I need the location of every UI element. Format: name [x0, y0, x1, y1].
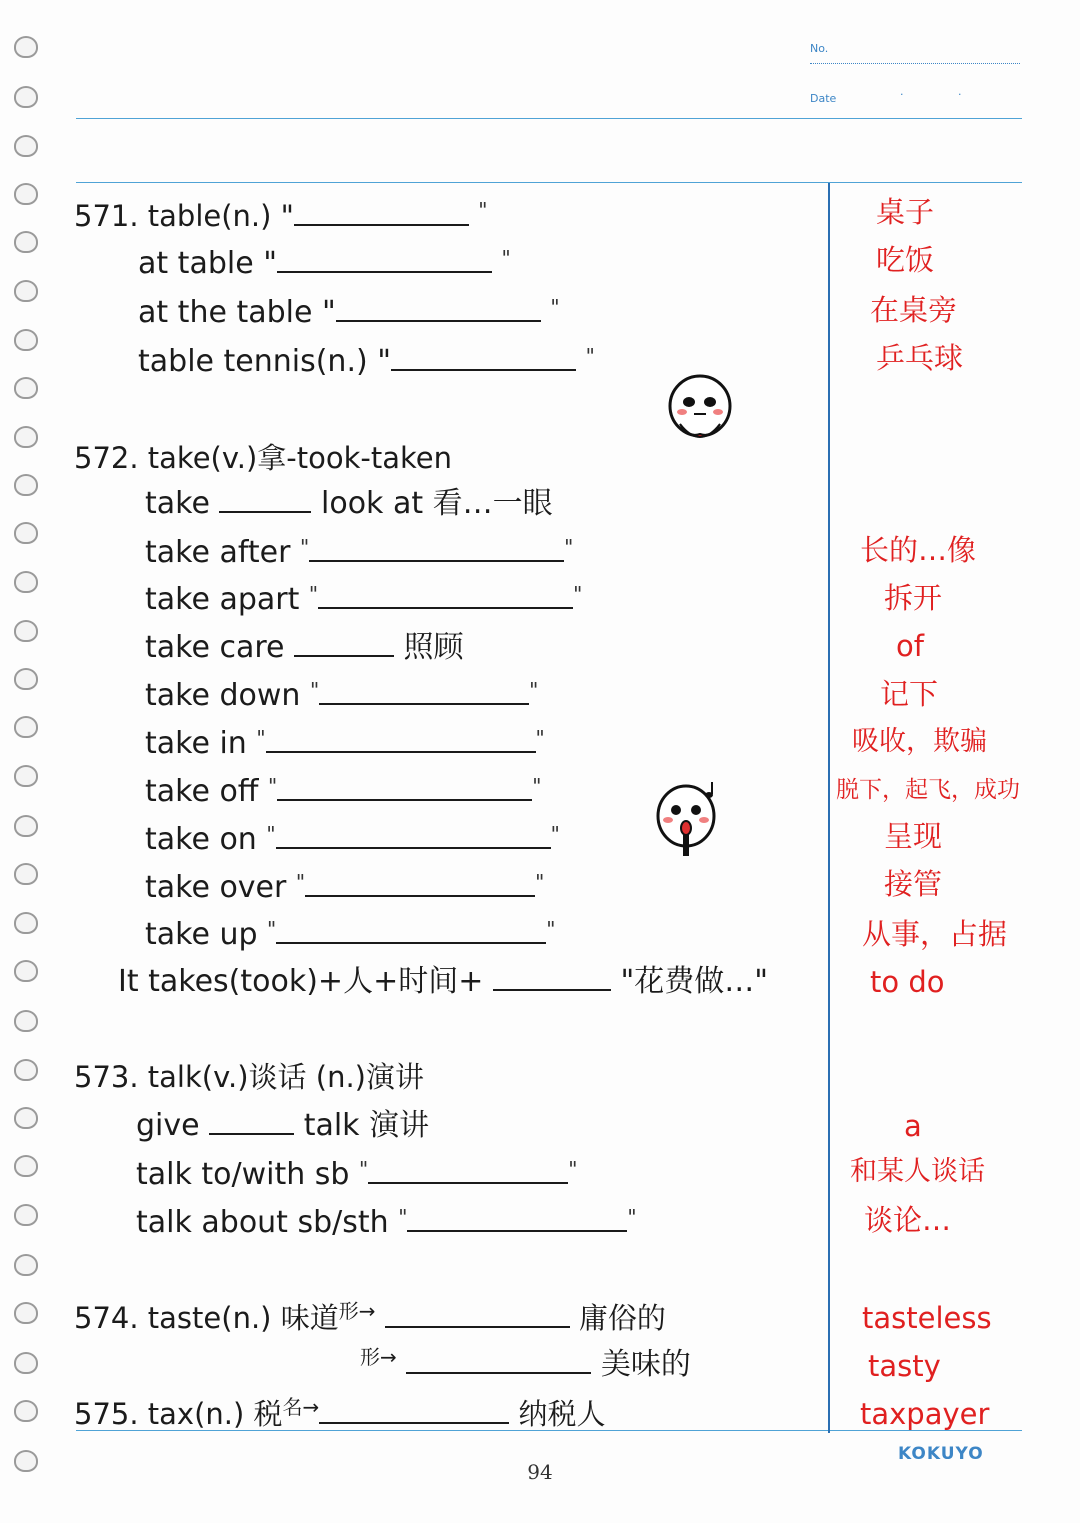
- answer-571-3: 在桌旁: [870, 293, 958, 327]
- entry-571-line: at the table " ": [138, 295, 560, 330]
- answer-574-2: tasty: [868, 1349, 941, 1383]
- entry-572-heading: 572. take(v.)拿-took-taken: [74, 441, 452, 475]
- answer-572-2: 拆开: [884, 581, 943, 615]
- binding-hole: [14, 1302, 38, 1324]
- entry-572-line: take off " ": [145, 774, 542, 809]
- binding-hole: [14, 474, 38, 496]
- answer-573-1: a: [904, 1109, 922, 1143]
- entry-573-line: give talk 演讲: [136, 1108, 430, 1143]
- binding-hole: [14, 960, 38, 982]
- binding-hole: [14, 1010, 38, 1032]
- answer-571-1: 桌子: [876, 195, 935, 229]
- binding-hole: [14, 426, 38, 448]
- answer-575-1: taxpayer: [860, 1397, 990, 1431]
- entry-571-line: table tennis(n.) " ": [138, 344, 595, 379]
- binding-hole: [14, 912, 38, 934]
- doodle-singing-face-icon: [650, 776, 730, 866]
- binding-hole: [14, 329, 38, 351]
- binding-hole: [14, 1107, 38, 1129]
- date-separator: ·: [900, 88, 904, 101]
- binding-hole: [14, 1352, 38, 1374]
- binding-hole: [14, 668, 38, 690]
- answer-column-divider: [828, 183, 830, 1433]
- binding-hole: [14, 36, 38, 58]
- entry-572-line: take after " ": [145, 535, 574, 570]
- binding-hole: [14, 1400, 38, 1422]
- binding-hole: [14, 863, 38, 885]
- entry-573-line: talk to/with sb " ": [136, 1157, 578, 1192]
- entry-575-heading: 575. tax(n.) 税$^{名\to}$ 纳税人: [74, 1395, 606, 1431]
- binding-hole: [14, 1155, 38, 1177]
- entry-571-line: at table " ": [138, 246, 511, 281]
- entry-572-line: take look at 看…一眼: [145, 486, 553, 521]
- binding-hole: [14, 1204, 38, 1226]
- entry-571-heading: 571. table(n.) " ": [74, 198, 488, 233]
- no-label: No.: [810, 42, 829, 55]
- answer-572-7: 呈现: [884, 819, 943, 853]
- no-field-line: [810, 63, 1020, 64]
- binding-hole: [14, 620, 38, 642]
- entry-572-line: take down " ": [145, 678, 539, 713]
- entry-573-heading: 573. talk(v.)谈话 (n.)演讲: [74, 1060, 424, 1094]
- binding-hole: [14, 280, 38, 302]
- answer-572-1: 长的…像: [860, 533, 977, 567]
- entry-574-heading: 574. taste(n.) 味道$^{形\to}$ 庸俗的: [74, 1299, 666, 1335]
- binding-hole: [14, 522, 38, 544]
- binding-hole: [14, 815, 38, 837]
- entry-572-line: take apart " ": [145, 582, 583, 617]
- entry-572-line: It takes(took)+人+时间+ "花费做…": [118, 964, 769, 999]
- top-rule: [76, 118, 1022, 119]
- answer-573-2: 和某人谈话: [850, 1156, 985, 1187]
- binding-hole: [14, 571, 38, 593]
- entry-572-line: take up " ": [145, 917, 556, 952]
- binding-hole: [14, 765, 38, 787]
- answer-572-5: 吸收，欺骗: [852, 726, 987, 757]
- entry-573-line: talk about sb/sth " ": [136, 1205, 637, 1240]
- binding-hole: [14, 1059, 38, 1081]
- answer-574-1: tasteless: [862, 1301, 992, 1335]
- answer-571-4: 乒乓球: [876, 341, 964, 375]
- date-separator: ·: [958, 88, 962, 101]
- answer-572-6: 脱下，起飞，成功: [836, 777, 1020, 803]
- binding-hole: [14, 183, 38, 205]
- answer-572-4: 记下: [880, 677, 939, 711]
- answer-572-9: 从事，占据: [862, 917, 1008, 951]
- entry-572-line: take care 照顾: [145, 630, 464, 665]
- answer-572-3: of: [896, 629, 924, 663]
- answer-572-10: to do: [870, 965, 945, 999]
- binding-hole: [14, 377, 38, 399]
- doodle-face-icon: [662, 372, 742, 454]
- answer-573-3: 谈论…: [864, 1203, 952, 1237]
- entry-574-line: $^{形\to}$ 美味的: [360, 1345, 691, 1382]
- binding-hole: [14, 135, 38, 157]
- entry-572-line: take in " ": [145, 726, 545, 761]
- date-label: Date: [810, 92, 837, 105]
- section-rule: [76, 182, 1022, 183]
- page-number: 94: [527, 1460, 553, 1484]
- answer-572-8: 接管: [884, 867, 943, 901]
- entry-572-line: take on " ": [145, 822, 560, 857]
- binding-hole: [14, 716, 38, 738]
- answer-571-2: 吃饭: [876, 243, 935, 277]
- binding-hole: [14, 1254, 38, 1276]
- brand-logo: KOKUYO: [898, 1444, 984, 1464]
- entry-572-line: take over " ": [145, 870, 545, 905]
- binding-hole: [14, 86, 38, 108]
- binding-hole: [14, 231, 38, 253]
